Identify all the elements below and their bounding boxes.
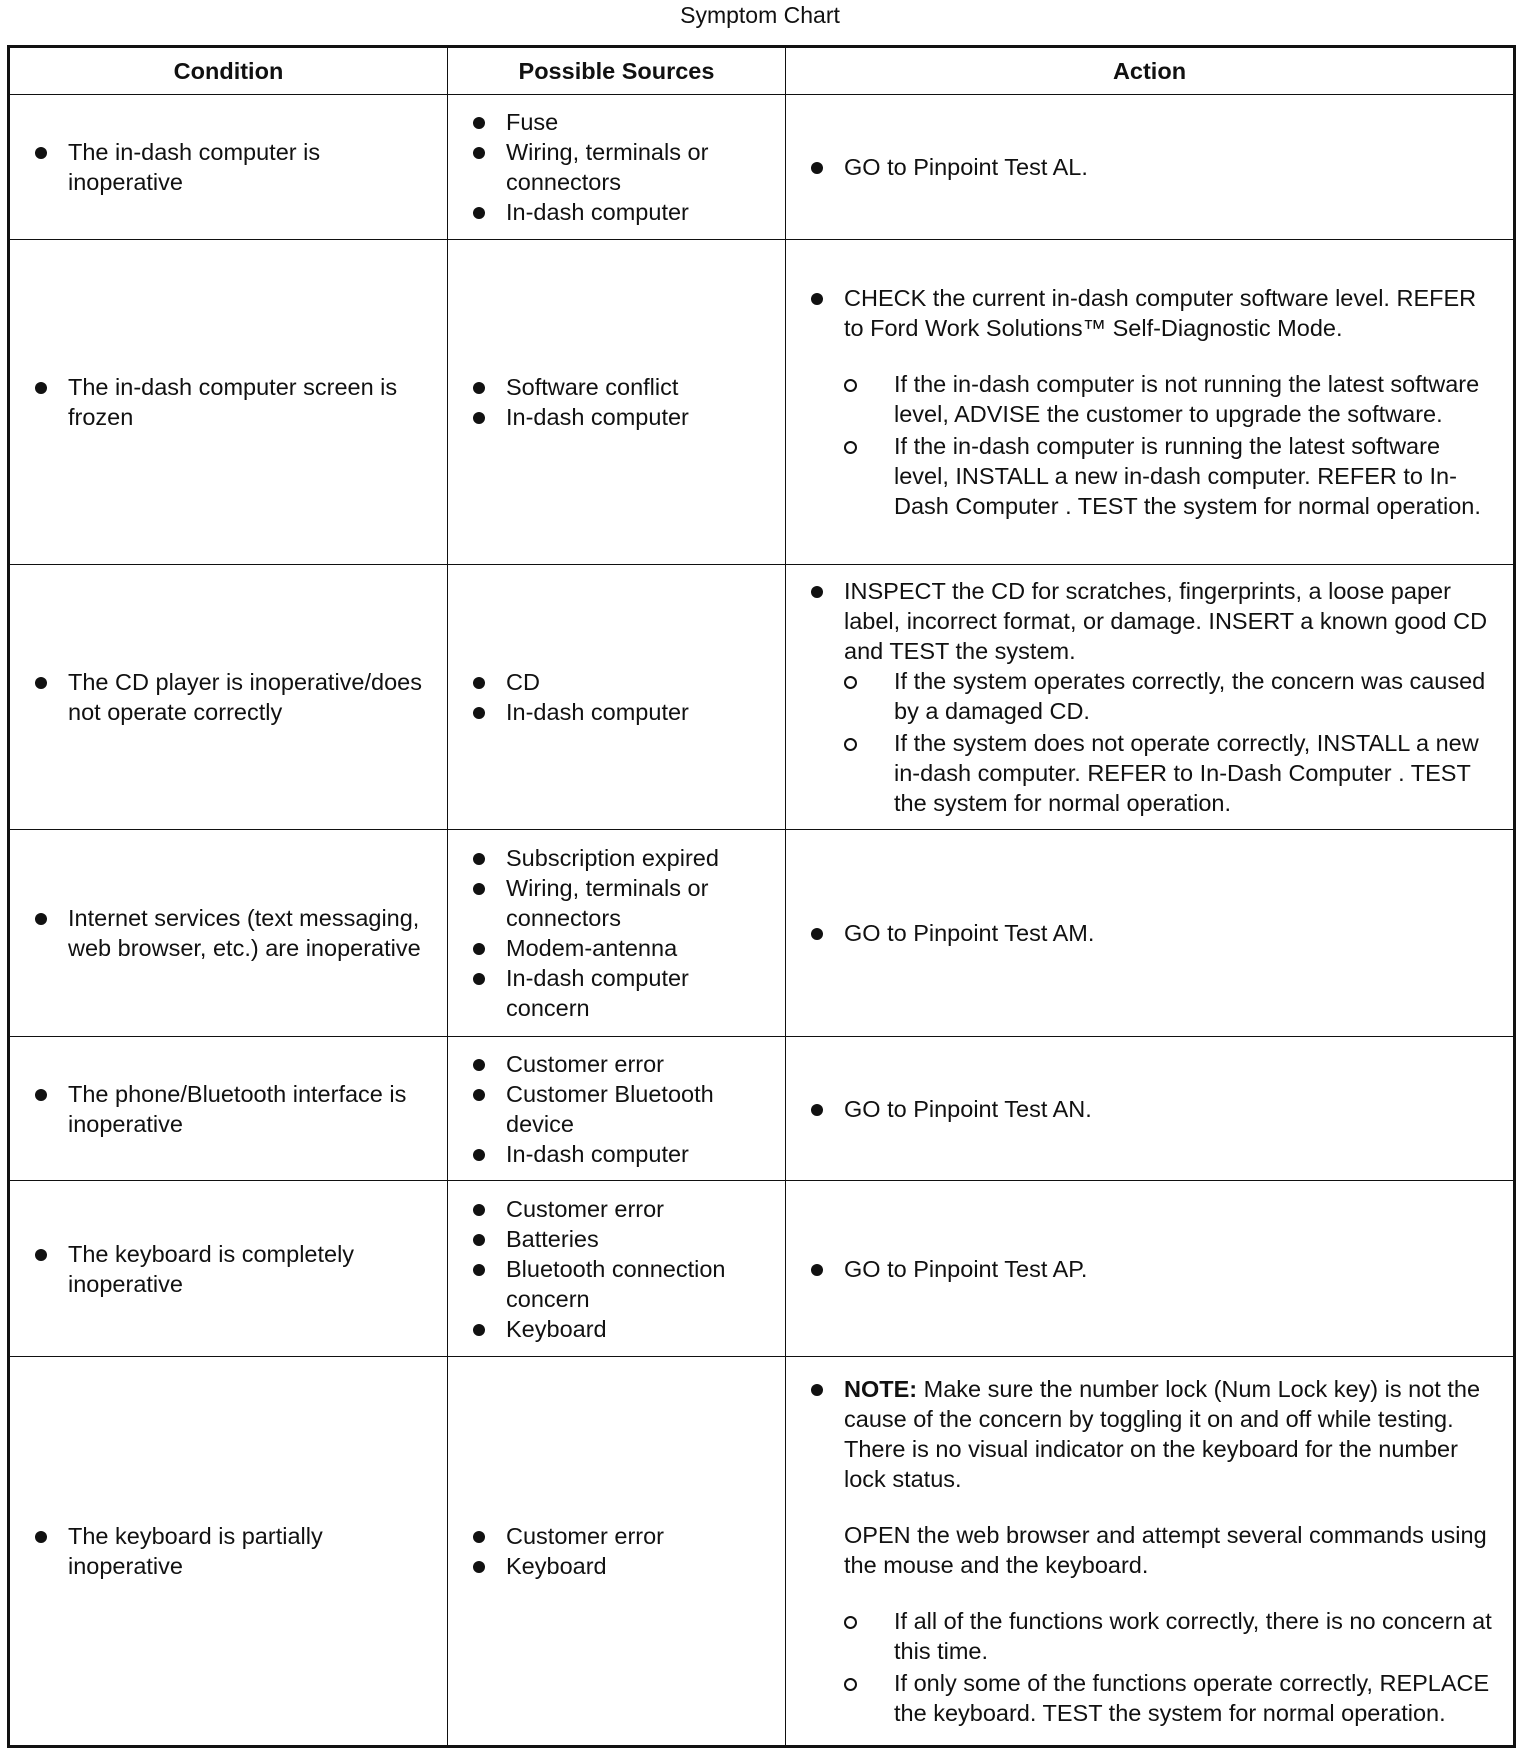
action-text: GO to Pinpoint Test AM. <box>786 918 1513 948</box>
source-item: Wiring, terminals or connectors <box>448 873 785 933</box>
source-item: Fuse <box>448 107 785 137</box>
action-item <box>786 283 1513 521</box>
action-text: GO to Pinpoint Test AN. <box>786 1094 1513 1124</box>
action-paragraph: OPEN the web browser and attempt several commands using the mouse and the keyboard. <box>844 1522 1487 1578</box>
sub-action-item: If the system does not operate correctly, INSTALL a new in-dash computer. REFER to In-Dash Computer . TEST the system for normal operation. <box>844 728 1499 818</box>
sub-action-item: If all of the functions work correctly, there is no concern at this time. <box>844 1606 1499 1666</box>
table-row <box>9 1181 1515 1357</box>
sources-cell <box>448 1357 786 1747</box>
source-item: In-dash computer <box>448 1139 785 1169</box>
condition-text: The in-dash computer is inoperative <box>10 137 447 197</box>
action-cell <box>786 1181 1515 1357</box>
header-action: Action <box>786 47 1515 95</box>
chart-title: Symptom Chart <box>680 2 840 28</box>
table-row <box>9 1037 1515 1181</box>
condition-cell <box>9 1357 448 1747</box>
sub-action-list <box>844 666 1499 818</box>
action-text: INSPECT the CD for scratches, fingerprints, a loose paper label, incorrect format, or damage. INSERT a known good CD and TEST the system. <box>844 578 1488 664</box>
source-item: Subscription expired <box>448 843 785 873</box>
action-cell <box>786 240 1515 565</box>
action-cell <box>786 95 1515 240</box>
condition-cell <box>9 1037 448 1181</box>
action-cell <box>786 1357 1515 1747</box>
sources-cell <box>448 240 786 565</box>
table-row <box>9 1357 1515 1747</box>
source-item: Bluetooth connection concern <box>448 1254 785 1314</box>
condition-text: The keyboard is partially inoperative <box>10 1521 447 1581</box>
sub-action-item: If the system operates correctly, the concern was caused by a damaged CD. <box>844 666 1499 726</box>
source-item: Keyboard <box>448 1314 785 1344</box>
condition-text: The in-dash computer screen is frozen <box>10 372 447 432</box>
source-item: Customer Bluetooth device <box>448 1079 785 1139</box>
header-condition: Condition <box>9 47 448 95</box>
action-item <box>786 576 1513 818</box>
sub-action-item: If the in-dash computer is not running the latest software level, ADVISE the customer to upgrade the software. <box>844 369 1499 429</box>
condition-text: The keyboard is completely inoperative <box>10 1239 447 1299</box>
action-text: GO to Pinpoint Test AP. <box>786 1254 1513 1284</box>
table-row <box>9 830 1515 1037</box>
action-cell <box>786 565 1515 830</box>
source-item: In-dash computer <box>448 197 785 227</box>
sub-action-item: If only some of the functions operate correctly, REPLACE the keyboard. TEST the system for normal operation. <box>844 1668 1499 1728</box>
note-label: NOTE: <box>844 1376 918 1402</box>
sources-cell <box>448 1037 786 1181</box>
source-item: Customer error <box>448 1049 785 1079</box>
sub-action-list <box>844 1606 1499 1728</box>
header-possible-sources: Possible Sources <box>448 47 786 95</box>
action-cell <box>786 830 1515 1037</box>
condition-cell <box>9 95 448 240</box>
source-item: CD <box>448 667 785 697</box>
source-item: Customer error <box>448 1521 785 1551</box>
sources-cell <box>448 565 786 830</box>
action-text: CHECK the current in-dash computer software level. REFER to Ford Work Solutions™ Self-Diagnostic Mode. <box>844 285 1477 341</box>
condition-cell <box>9 240 448 565</box>
table-row <box>9 95 1515 240</box>
header-row <box>9 47 1515 95</box>
condition-cell <box>9 565 448 830</box>
condition-text: Internet services (text messaging, web browser, etc.) are inoperative <box>10 903 447 963</box>
sources-cell <box>448 830 786 1037</box>
source-item: In-dash computer <box>448 402 785 432</box>
source-item: Modem-antenna <box>448 933 785 963</box>
condition-cell <box>9 1181 448 1357</box>
condition-text: The CD player is inoperative/does not operate correctly <box>10 667 447 727</box>
sources-cell <box>448 1181 786 1357</box>
source-item: Software conflict <box>448 372 785 402</box>
action-cell <box>786 1037 1515 1181</box>
source-item: Batteries <box>448 1224 785 1254</box>
symptom-chart-table <box>7 45 1516 1748</box>
sub-action-item: If the in-dash computer is running the latest software level, INSTALL a new in-dash computer. REFER to In-Dash Computer . TEST the system for normal operation. <box>844 431 1499 521</box>
action-text: GO to Pinpoint Test AL. <box>786 152 1513 182</box>
note-text: Make sure the number lock (Num Lock key) is not the cause of the concern by toggling it on and off while testing. There is no visual indicator on the keyboard for the number lock status. <box>844 1376 1481 1492</box>
source-item: In-dash computer concern <box>448 963 785 1023</box>
condition-cell <box>9 830 448 1037</box>
sub-action-list <box>844 369 1499 521</box>
sources-cell <box>448 95 786 240</box>
condition-text: The phone/Bluetooth interface is inoperative <box>10 1079 447 1139</box>
source-item: Keyboard <box>448 1551 785 1581</box>
source-item: In-dash computer <box>448 697 785 727</box>
source-item: Wiring, terminals or connectors <box>448 137 785 197</box>
source-item: Customer error <box>448 1194 785 1224</box>
action-item <box>786 1374 1513 1728</box>
table-row <box>9 565 1515 830</box>
table-row <box>9 240 1515 565</box>
